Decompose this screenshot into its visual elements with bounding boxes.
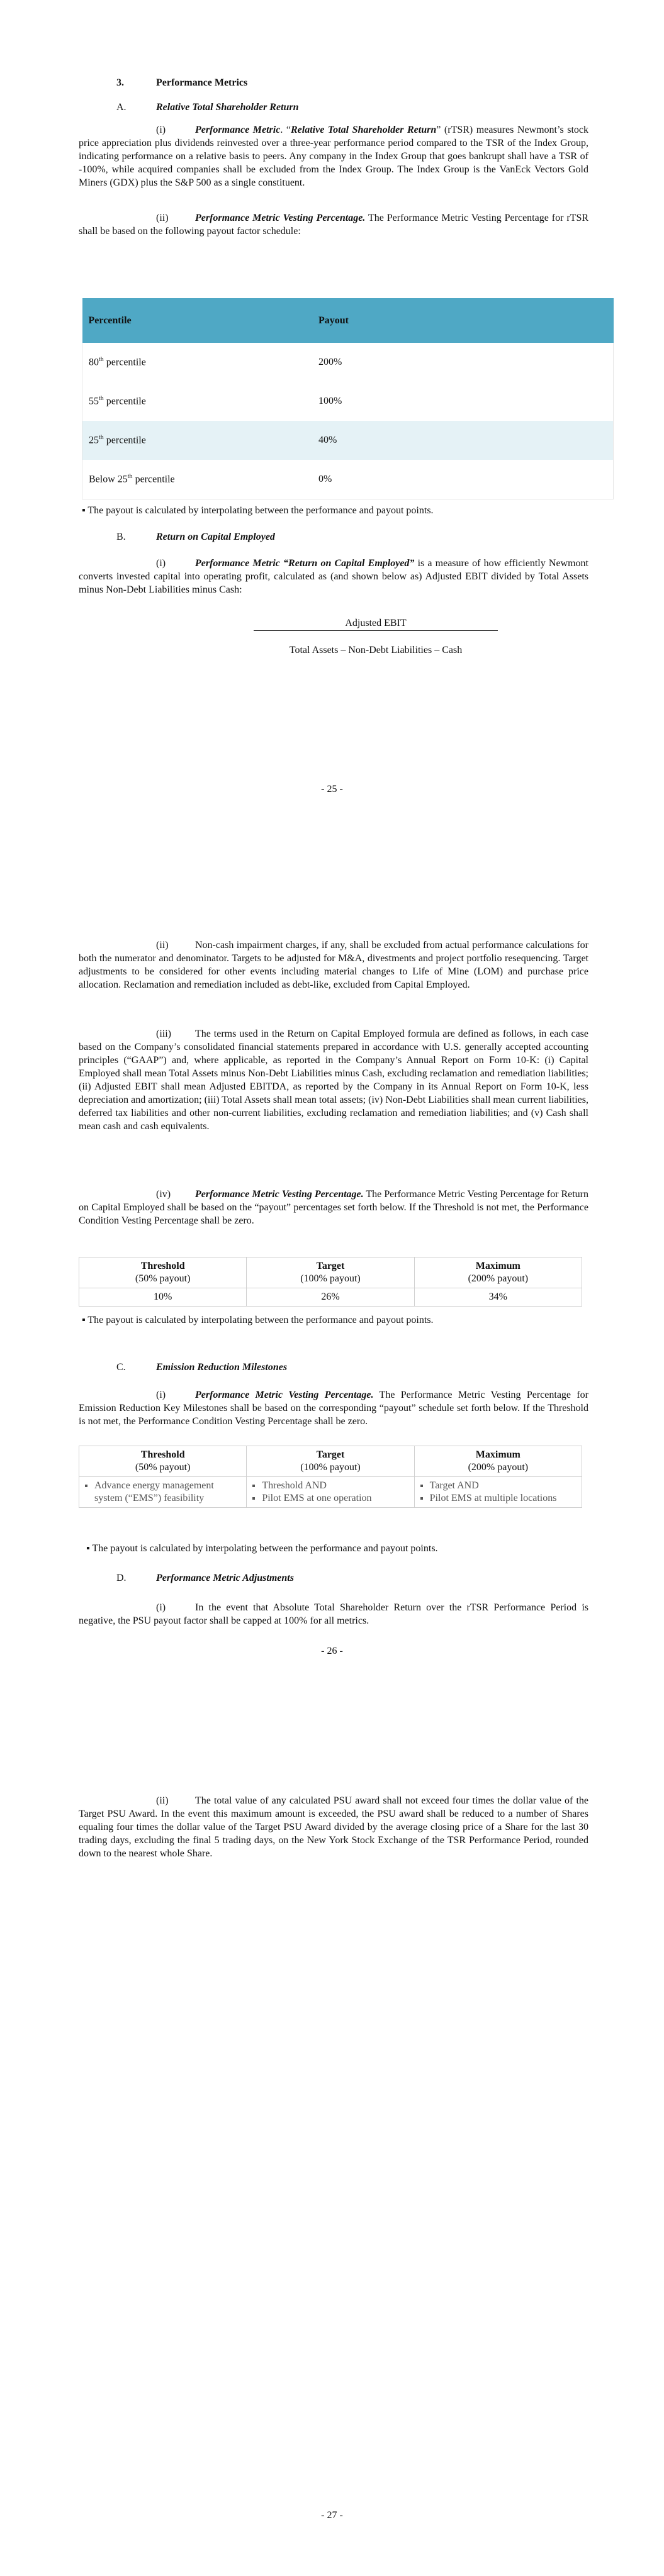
rtsr-payout-table [82, 298, 614, 499]
column-header-percentile: Percentile [82, 298, 313, 343]
subsection-heading-d: D. Performance Metric Adjustments [116, 1573, 294, 1583]
paragraph-d-ii: (ii) The total value of any calculated PSU award shall not exceed four times the dollar value of the Target PSU Award. In the event this maximum amount is exceeded, the PSU award shall be reduced to a number of Shares equaling four times the dollar value of the Target PSU Award divided by the average closing price of a Share for the last 30 trading days, excluding the final 5 trading days, on the New York Stock Exchange of the TSR Performance Period, rounded down to the nearest whole Share. [79, 1795, 588, 1859]
payout-note: ▪ The payout is calculated by interpolating between the performance and payout points. [86, 1543, 438, 1554]
table-row: 80th percentile 200% [82, 343, 614, 382]
formula-denominator: Total Assets – Non-Debt Liabilities – Cash [289, 645, 463, 655]
table-row: 10% 26% 34% [79, 1288, 582, 1307]
page-number: - 25 - [321, 784, 343, 795]
page-number: - 27 - [321, 2510, 343, 2521]
paragraph-b-iii: (iii) The terms used in the Return on Capital Employed formula are defined as follows, in each case based on the Company’s consolidated financial statements prepared in accordance with U.S. generally accepted accounting principles (“GAAP”) and, where applicable, as reported in the Company’s Annual Report on Form 10-K: (i) Capital Employed shall mean Total Assets minus Non-Debt Liabilities minus Cash, excluding reclamation and remediation liabilities; (ii) Adjusted EBIT shall mean Adjusted EBITDA, as reported by the Company in its Annual Report on Form 10-K, less depreciation and amortization; (iii) Total Assets shall mean total assets; (iv) Non-Debt Liabilities shall mean current liabilities, deferred tax liabilities and other non-current liabilities, excluding reclamation and remediation liabilities; and (v) Cash shall mean cash and cash equivalents. [79, 1029, 588, 1132]
paragraph-c-i: (i) Performance Metric Vesting Percentage. The Performance Metric Vesting Percentage for Emission Reduction Key Milestones shall be based on the corresponding “payout” schedule set forth below. If the Threshold is not met, the Performance Condition Vesting Percentage shall be zero. [79, 1390, 589, 1427]
payout-note: ▪ The payout is calculated by interpolating between the performance and payout points. [82, 1315, 434, 1326]
paragraph-b-i: (i) Performance Metric “Return on Capital Employed” is a measure of how efficiently Newmont converts invested capital into operating profit, calculated as (and shown below as) Adjusted EBIT divided by Total Assets minus Non-Debt Liabilities minus Cash: [79, 558, 588, 595]
paragraph-b-iv: (iv) Performance Metric Vesting Percentage. The Performance Metric Vesting Percentage for Return on Capital Employed shall be based on the “payout” percentages set forth below. If the Threshold is not met, the Performance Condition Vesting Percentage shall be zero. [79, 1189, 589, 1226]
emission-payout-table: Threshold (50% payout) Target (100% payout) Maximum (200% payout) ▪ Advance energy management system (“EMS”) feasibility ▪ Threshold AND ▪ Pilot EMS at one operation ▪ Target AND ▪ Pilot EMS at multiple locations [79, 1446, 582, 1508]
paragraph-a-i: (i) Performance Metric. “Relative Total Shareholder Return” (rTSR) measures Newmont’s stock price appreciation plus dividends reinvested over a three-year performance period compared to the TSR of the Index Group, indicating performance on a relative basis to peers. Any company in the Index Group that goes bankrupt shall have a TSR of -100%, while acquired companies shall be excluded from the Index Group. The Index Group is the VanEck Vectors Gold Miners (GDX) plus the S&P 500 as a single constituent. [79, 125, 589, 188]
payout-note: ▪ The payout is calculated by interpolating between the performance and payout points. [82, 505, 434, 516]
subsection-heading-c: C. Emission Reduction Milestones [116, 1362, 288, 1373]
table-row: 25th percentile 40% [82, 421, 614, 460]
table-row: 55th percentile 100% [82, 382, 614, 421]
table-row: ▪ Advance energy management system (“EMS”) feasibility ▪ Threshold AND ▪ Pilot EMS at one operation ▪ Target AND ▪ Pilot EMS at multiple locations [79, 1477, 582, 1508]
subsection-heading-b: B. Return on Capital Employed [116, 532, 275, 542]
paragraph-b-ii: (ii) Non-cash impairment charges, if any, shall be excluded from actual performance calculations for both the numerator and denominator. Targets to be adjusted for M&A, divestments and project portfolio resequencing. Target adjustments to be considered for other events including material changes to Life of Mine (LOM) and purchase price allocation. Reclamation and remediation included as debt-like, excluded from Capital Employed. [79, 940, 588, 990]
column-header-payout: Payout [312, 298, 614, 343]
page-number: - 26 - [321, 1646, 343, 1656]
paragraph-d-i: (i) In the event that Absolute Total Shareholder Return over the rTSR Performance Period is negative, the PSU payout factor shall be capped at 100% for all metrics. [79, 1602, 588, 1626]
section-heading-3: 3. Performance Metrics [116, 77, 248, 88]
roce-payout-table: Threshold (50% payout) Target (100% payout) Maximum (200% payout) 10% 26% 34% [79, 1257, 582, 1307]
table-row: Below 25th percentile 0% [82, 460, 614, 499]
paragraph-a-ii: (ii) Performance Metric Vesting Percentage. The Performance Metric Vesting Percentage for rTSR shall be based on the following payout factor schedule: [79, 213, 589, 237]
formula-numerator: Adjusted EBIT [254, 618, 498, 631]
subsection-heading-a: A. Relative Total Shareholder Return [116, 102, 299, 113]
